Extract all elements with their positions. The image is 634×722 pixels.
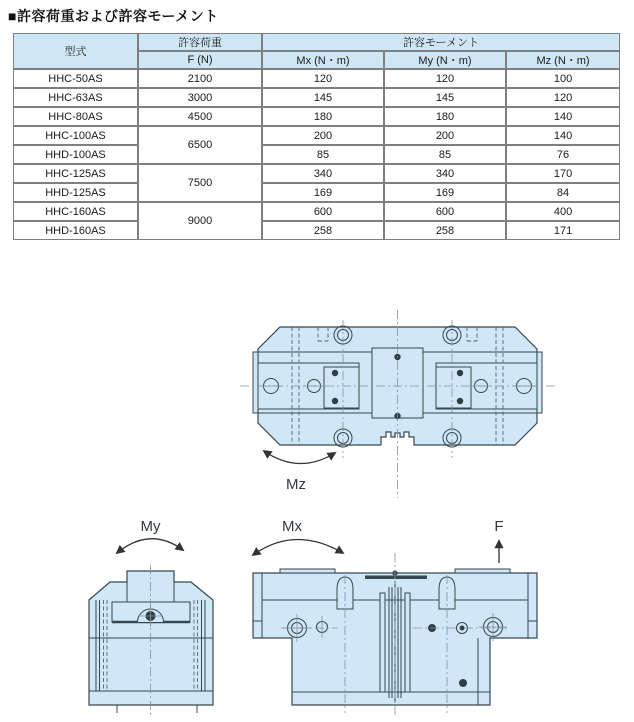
model-cell: HHD-160AS: [13, 221, 138, 240]
mz-cell: 400: [506, 202, 620, 221]
model-cell: HHC-100AS: [13, 126, 138, 145]
table-row: [13, 126, 620, 145]
table-header-row-1: [13, 33, 620, 51]
my-cell: 340: [384, 164, 506, 183]
my-rotation-arrow: [117, 539, 183, 553]
top-plate: [365, 576, 427, 580]
header-moment-group: 許容モーメント: [262, 33, 620, 51]
table-row: [13, 88, 620, 107]
table-row: [13, 69, 620, 88]
mz-cell: 140: [506, 107, 620, 126]
my-cell: 200: [384, 126, 506, 145]
my-cell: 169: [384, 183, 506, 202]
mz-cell: 76: [506, 145, 620, 164]
model-cell: HHD-125AS: [13, 183, 138, 202]
header-my-unit: My (N・m): [384, 51, 506, 69]
mz-cell: 120: [506, 88, 620, 107]
table-row: [13, 221, 620, 240]
table-row: [13, 145, 620, 164]
mz-label: Mz: [286, 476, 306, 493]
my-cell: 145: [384, 88, 506, 107]
header-load-group: 許容荷重: [138, 33, 262, 51]
model-cell: HHC-160AS: [13, 202, 138, 221]
f-cell: 4500: [138, 107, 262, 126]
mx-label: Mx: [282, 518, 302, 535]
my-cell: 85: [384, 145, 506, 164]
mz-cell: 100: [506, 69, 620, 88]
f-label: F: [494, 518, 504, 535]
model-cell: HHC-63AS: [13, 88, 138, 107]
model-cell: HHD-100AS: [13, 145, 138, 164]
my-cell: 180: [384, 107, 506, 126]
header-f-unit: F (N): [138, 51, 262, 69]
mz-cell: 170: [506, 164, 620, 183]
model-cell: HHC-80AS: [13, 107, 138, 126]
model-cell: HHC-50AS: [13, 69, 138, 88]
f-cell: 3000: [138, 88, 262, 107]
my-cell: 600: [384, 202, 506, 221]
mx-cell: 120: [262, 69, 384, 88]
mz-cell: 171: [506, 221, 620, 240]
header-mx-unit: Mx (N・m): [262, 51, 384, 69]
front-view-drawing: [243, 513, 555, 722]
mx-rotation-arrow: [253, 539, 343, 555]
mx-cell: 340: [262, 164, 384, 183]
my-label: My: [140, 518, 161, 535]
header-mz-unit: Mz (N・m): [506, 51, 620, 69]
table-row: [13, 202, 620, 221]
mz-cell: 84: [506, 183, 620, 202]
mx-cell: 258: [262, 221, 384, 240]
table-row: [13, 107, 620, 126]
mx-cell: 200: [262, 126, 384, 145]
side-view-drawing: [75, 513, 240, 722]
header-model: 型式: [13, 33, 138, 69]
mx-cell: 145: [262, 88, 384, 107]
my-cell: 120: [384, 69, 506, 88]
table-row: [13, 183, 620, 202]
mx-cell: 180: [262, 107, 384, 126]
my-cell: 258: [384, 221, 506, 240]
model-cell: HHC-125AS: [13, 164, 138, 183]
top-view-drawing: [238, 302, 560, 502]
f-cell-merged: 6500: [138, 126, 262, 164]
f-cell-merged: 7500: [138, 164, 262, 202]
mx-cell: 169: [262, 183, 384, 202]
f-cell: 2100: [138, 69, 262, 88]
mz-rotation-arrow: [264, 451, 335, 464]
mz-cell: 140: [506, 126, 620, 145]
table-row: [13, 164, 620, 183]
f-cell-merged: 9000: [138, 202, 262, 240]
mx-cell: 600: [262, 202, 384, 221]
page-title: ■許容荷重および許容モーメント: [8, 8, 219, 24]
mx-cell: 85: [262, 145, 384, 164]
allowable-load-table: [13, 33, 620, 240]
